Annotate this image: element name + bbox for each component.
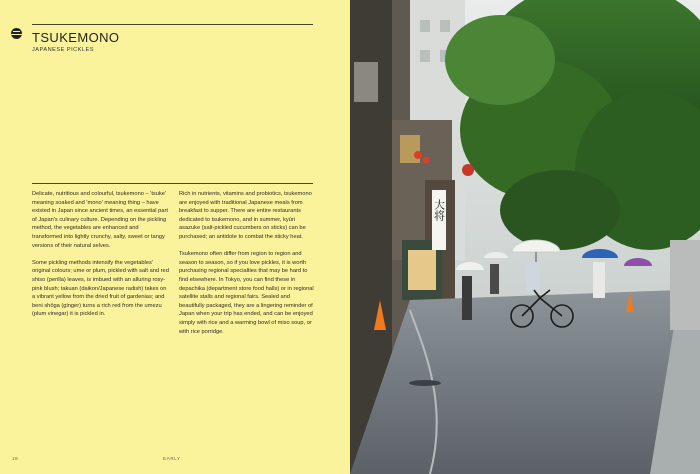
page-title: TSUKEMONO [32, 30, 120, 45]
section-rule [32, 183, 313, 184]
body-column-left [32, 190, 170, 328]
circle-logo-icon [11, 28, 22, 39]
paragraph: Rich in nutrients, vitamins and probiotics, tsukemono are enjoyed with traditional Japanese meals from breakfast to supper. There are entire restaurants dedicated to tsukemono, and in summer, kyūri asazuke (salt-pickled cucumbers on sticks) can be purchased; an antidote to combat the sticky heat. [179, 191, 312, 240]
page-number: 18 [12, 456, 19, 461]
section-label: EARLY [163, 456, 181, 461]
street-scene-illustration [350, 0, 700, 474]
lantern [462, 164, 474, 176]
street-photo [350, 0, 700, 474]
lantern [414, 151, 422, 159]
paragraph: Tsukemono often differ from region to region and season to season, so if you love pickles, it is worth purchasing regional specialties that may be hard to find elsewhere. In Tokyo, you can find these in depachika (department store food halls) or in regional satellite stalls and regional fairs. Sealed and beautifully packaged, they are a lingering reminder of Japan when your trip has ended, and can be enjoyed simply with rice and a warming bowl of miso soup, or with rice porridge. [179, 251, 314, 335]
paragraph: Delicate, nutritious and colourful, tsukemono – 'tsuke' meaning soaked and 'mono' meaning thing – have existed in Japan since ancient times, an essential part of Japan's culinary culture. Depending on the pickling method, the vegetables are enhanced and transformed into lightly crunchy, salty, sweet or tangy versions of their natural selves. [32, 191, 168, 249]
sign-text: 大将 [432, 199, 446, 221]
paragraph: Some pickling methods intensify the vegetables' original colours; ume or plum, pickled with salt and red shiso (perilla) leaves, is imbued with an alluring rosy-pink blush; takuan (daikon/Japanese radish) takes on a vibrant yellow from the dried fruit of gardenias; and beni shōga (ginger) turns a rich red from the umezu (plum vinegar) it is pickled in. [32, 259, 169, 318]
body-column-right [179, 190, 317, 345]
top-rule [32, 24, 313, 25]
lantern [423, 157, 430, 164]
page-subtitle: JAPANESE PICKLES [32, 47, 94, 53]
